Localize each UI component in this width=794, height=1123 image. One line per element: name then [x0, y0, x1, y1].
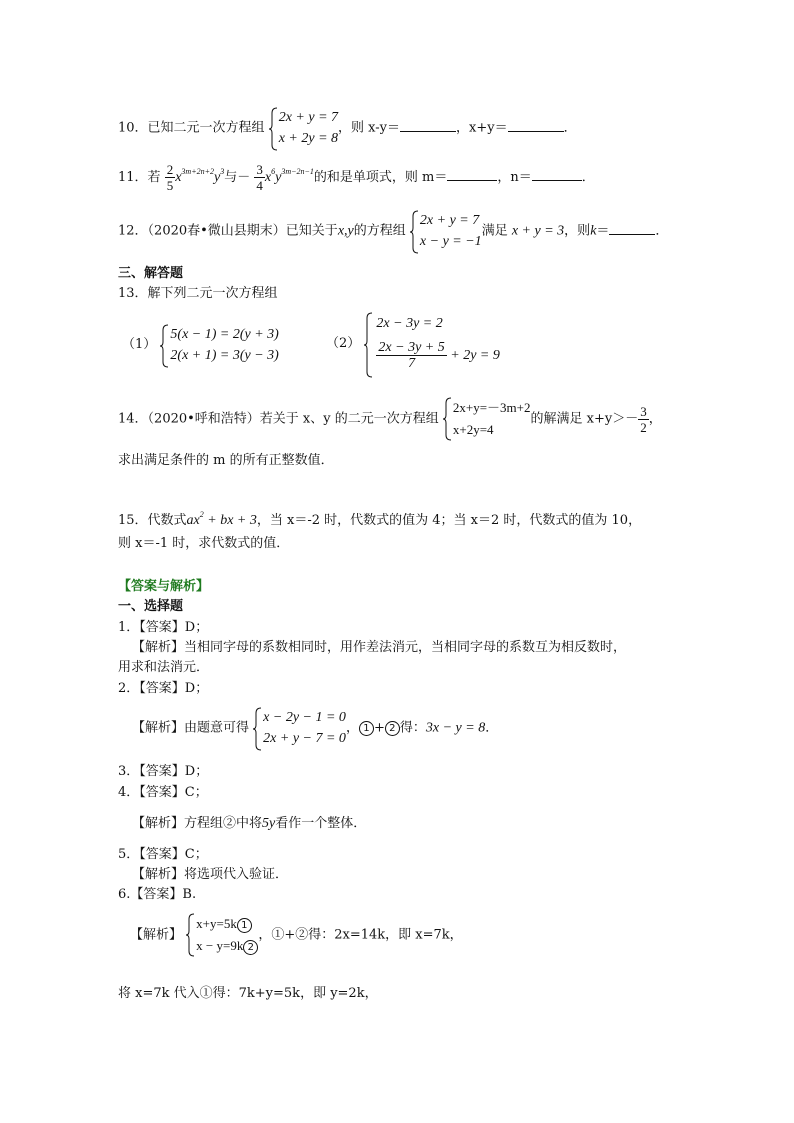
- q11-end: ．: [581, 170, 595, 185]
- question-11: [118, 162, 595, 193]
- q11-frac2-den: 4: [256, 178, 263, 193]
- q11-number: 11．: [118, 170, 148, 185]
- answer-6-line2: 将 x=7k 代入①得：7k+y=5k，即 y=2k，: [118, 986, 378, 1001]
- q12-text2: 的方程组: [353, 223, 406, 239]
- q11-x: x: [175, 170, 182, 185]
- a6-eq2-row: [196, 935, 258, 957]
- q12-after: ，则: [564, 223, 591, 239]
- answer-4: 4．【答案】C；: [118, 785, 208, 800]
- q11-frac-den: 5: [166, 178, 174, 193]
- q14-comma: ，: [648, 411, 662, 427]
- answer-4-exp: [132, 815, 366, 833]
- q10-system: [269, 107, 338, 149]
- q12-vars: x,y: [337, 223, 354, 239]
- answer-2: 2．【答案】D；: [118, 681, 209, 696]
- brace-icon: [410, 210, 419, 254]
- q12-end: ．: [655, 223, 669, 239]
- brace-icon: [269, 107, 278, 151]
- question-14: [118, 397, 662, 441]
- q15-exp: 2: [199, 510, 204, 519]
- a2-pre: 【解析】由题意可得: [132, 720, 250, 736]
- a6-eq1-row: [196, 913, 258, 935]
- q10-text: 已知二元一次方程组: [147, 120, 265, 136]
- q12-eq1: 2x + y = 7: [419, 213, 480, 228]
- q12-cond-eq: x + y = 3: [511, 223, 565, 239]
- q13-p2-system: [364, 312, 499, 376]
- a2-mid: ，: [345, 720, 359, 736]
- answers-sec1: 一、选择题: [118, 599, 184, 614]
- a2-system: [253, 707, 346, 749]
- q12-text: （2020春•微山县期末）已知关于: [147, 223, 338, 239]
- answer-1-exp1: 【解析】当相同字母的系数相同时，用作差法消元，当相同字母的系数互为相反数时，: [132, 640, 627, 655]
- answer-6: 6.【答案】B.: [118, 887, 197, 902]
- q12-number: 12．: [118, 223, 148, 239]
- q13-part-1: [122, 324, 279, 366]
- q13-p2-frac-num: 2x − 3y + 5: [378, 340, 445, 356]
- answer-2-exp: [132, 707, 498, 749]
- a4-var: 5y: [262, 816, 276, 831]
- q15-line1b: ，当 x＝-2 时，代数式的值为 4；当 x＝2 时，代数式的值为 10，: [256, 513, 642, 528]
- answers-heading: 【答案与解析】: [118, 579, 210, 594]
- q10-number: 10．: [118, 120, 148, 136]
- answer-6-exp: [130, 913, 463, 957]
- q13-p2-label: （2）: [326, 336, 361, 351]
- q11-exp3: 6: [271, 167, 276, 176]
- q10-mid: ，x+y＝: [456, 120, 508, 136]
- q11-fraction-2: [254, 162, 265, 193]
- a6-eq1: x+y=5k: [196, 916, 237, 931]
- q10-eq2: x + 2y = 8: [278, 131, 339, 146]
- answer-5: 5．【答案】C；: [118, 847, 208, 862]
- q10-after: ，则 x-y＝: [338, 120, 401, 136]
- q11-pre: 若: [147, 170, 161, 185]
- q14-frac-num: 3: [640, 403, 647, 419]
- q13-title: 13．解下列二元一次方程组: [118, 286, 278, 301]
- a6-system: [186, 913, 258, 957]
- q11-mid: 与－: [224, 170, 251, 185]
- q14-eq1: 2x+y=－3m+2: [452, 400, 531, 415]
- q13-p2-eq2: [376, 336, 499, 376]
- q13-p2-eq1: 2x − 3y = 2: [376, 316, 443, 331]
- q13-p1-label: （1）: [122, 337, 157, 352]
- q11-mid2: ，n＝: [497, 170, 532, 185]
- q11-blank-2[interactable]: [532, 167, 582, 181]
- q15-line1a: 15．代数式: [118, 513, 187, 528]
- q10-blank-2[interactable]: [508, 118, 564, 132]
- q14-line1: 14．（2020•呼和浩特）若关于 x、y 的二元一次方程组: [118, 411, 439, 427]
- q14-eq2: x+2y=4: [452, 422, 494, 437]
- q11-exp1: 3m+2n+2: [181, 167, 214, 176]
- q12-eqsign: ＝: [596, 223, 610, 239]
- q11-exp4: 3m−2n−1: [281, 167, 314, 176]
- answer-1: 1．【答案】D；: [118, 620, 209, 635]
- q10-end: ．: [563, 120, 577, 136]
- q11-blank-1[interactable]: [447, 167, 497, 181]
- q14-after: 的解满足 x+y＞－: [530, 411, 639, 427]
- answer-3: 3．【答案】D；: [118, 764, 209, 779]
- circled-2-icon: 2: [243, 940, 258, 955]
- q11-frac-num: 2: [166, 162, 174, 177]
- a6-pre: 【解析】: [130, 927, 183, 943]
- q15-line2: 则 x＝-1 时，求代数式的值．: [118, 536, 290, 551]
- q12-eq2: x − y = −1: [419, 234, 482, 249]
- q11-exp2: 3: [220, 167, 225, 176]
- q13-p1-eq1: 5(x − 1) = 2(y + 3): [170, 327, 279, 342]
- q12-blank[interactable]: [609, 221, 655, 235]
- a2-end: ．: [485, 720, 499, 736]
- a2-result: 3x − y = 8: [425, 720, 486, 736]
- a4-exp-pre: 【解析】方程组②中将: [132, 816, 263, 831]
- q11-x2: x: [264, 170, 272, 185]
- q12-k: k: [590, 223, 597, 239]
- q11-frac2-num: 3: [256, 162, 263, 177]
- a6-eq2: x − y=9k: [196, 938, 244, 953]
- a6-post: ，①+②得：2x=14k，即 x=7k，: [258, 927, 463, 943]
- q12-system: [410, 210, 482, 252]
- brace-icon: [186, 913, 195, 957]
- q13-p1-eq2: 2(x + 1) = 3(y − 3): [170, 348, 279, 363]
- q10-blank-1[interactable]: [400, 118, 456, 132]
- brace-icon: [443, 397, 452, 441]
- circled-1-icon: 1: [237, 918, 252, 933]
- q15-expr: ax: [186, 513, 200, 528]
- a2-eq2: 2x + y − 7 = 0: [263, 731, 346, 746]
- q14-fraction: [638, 404, 649, 435]
- brace-icon: [364, 312, 373, 378]
- q15-expr2: + bx + 3: [203, 513, 257, 528]
- question-12: [118, 210, 668, 252]
- q11-y: y: [214, 170, 221, 185]
- q11-y2: y: [275, 170, 282, 185]
- q14-system: [443, 397, 531, 441]
- circled-1-icon: 1: [359, 721, 374, 736]
- q11-after: 的和是单项式，则 m＝: [313, 170, 448, 185]
- answer-1-exp2: 用求和法消元．: [118, 660, 210, 675]
- question-10: [118, 107, 577, 149]
- brace-icon: [253, 707, 262, 751]
- q13-part-2: [326, 312, 500, 376]
- q13-p1-system: [160, 324, 278, 366]
- a2-eq1: x − 2y − 1 = 0: [263, 710, 346, 725]
- a4-exp-post: 看作一个整体．: [275, 816, 367, 831]
- question-15: [118, 506, 641, 530]
- a2-plus: +: [373, 720, 385, 736]
- section-3-heading: 三、解答题: [118, 266, 184, 281]
- q10-eq1: 2x + y = 7: [278, 110, 339, 125]
- circled-2-icon: 2: [385, 721, 400, 736]
- q14-line2: 求出满足条件的 m 的所有正整数值．: [118, 453, 334, 468]
- answer-5-exp: 【解析】将选项代入验证．: [132, 867, 289, 882]
- q13-p2-fraction: [376, 340, 446, 371]
- q12-cond: 满足: [481, 223, 508, 239]
- q13-p2-eq2-tail: + 2y = 9: [450, 348, 500, 363]
- q11-fraction: [165, 162, 176, 193]
- a2-post: 得：: [399, 720, 426, 736]
- q14-frac-den: 2: [640, 419, 647, 435]
- q13-p2-frac-den: 7: [408, 356, 416, 372]
- brace-icon: [160, 324, 169, 368]
